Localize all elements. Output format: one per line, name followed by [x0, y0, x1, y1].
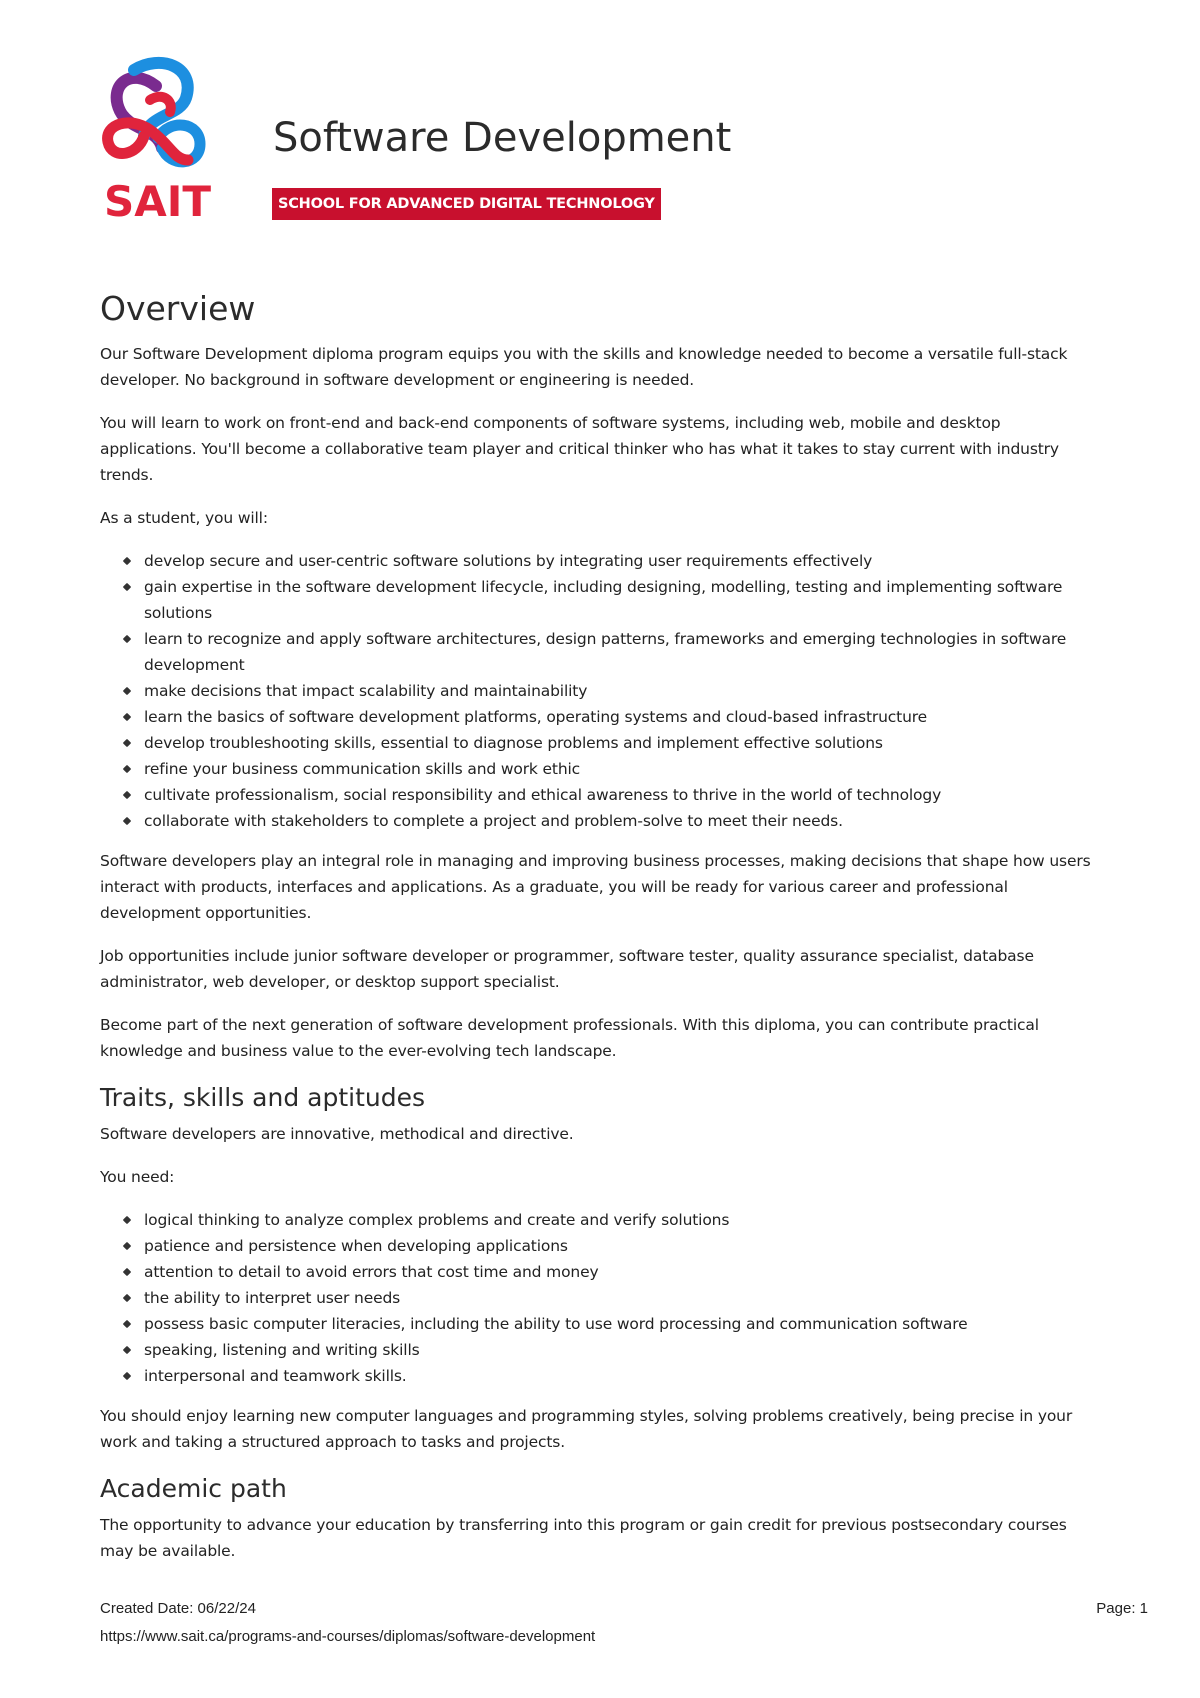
sait-logo [100, 56, 212, 220]
traits-intro: Software developers are innovative, methodical and directive. [100, 1125, 574, 1143]
academic-path-text: The opportunity to advance your education by transferring into this program or gain credit for previous postsecondary courses may be available. [100, 1516, 1067, 1560]
school-badge: SCHOOL FOR ADVANCED DIGITAL TECHNOLOGY [272, 188, 661, 220]
logo-wordmark: SAIT [104, 177, 212, 220]
academic-path-heading: Academic path [100, 1474, 287, 1503]
traits-heading: Traits, skills and aptitudes [100, 1083, 426, 1112]
overview-paragraph: Job opportunities include junior software developer or programmer, software tester, quality assurance specialist, database administrator, web developer, or desktop support specialist. [100, 947, 1034, 991]
traits-need: You need: [100, 1168, 175, 1186]
page-url: https://www.sait.ca/programs-and-courses/diplomas/software-development [100, 1628, 596, 1645]
list-item: develop secure and user-centric software solutions by integrating user requirements effectively [144, 548, 1100, 574]
overview-heading: Overview [100, 289, 256, 328]
list-item: possess basic computer literacies, including the ability to use word processing and communication software [144, 1311, 1100, 1337]
traits-closing: You should enjoy learning new computer languages and programming styles, solving problems creatively, being precise in your work and taking a structured approach to tasks and projects. [100, 1407, 1073, 1451]
overview-paragraph: Become part of the next generation of software development professionals. With this diploma, you can contribute practical knowledge and business value to the ever-evolving tech landscape. [100, 1016, 1039, 1060]
list-item: gain expertise in the software development lifecycle, including designing, modelling, testing and implementing software solutions [144, 574, 1100, 626]
main-content [100, 283, 1100, 1581]
created-date: Created Date: 06/22/24 [100, 1600, 256, 1617]
overview-paragraph: As a student, you will: [100, 509, 268, 527]
list-item: cultivate professionalism, social responsibility and ethical awareness to thrive in the world of technology [144, 782, 1100, 808]
list-item: collaborate with stakeholders to complete a project and problem-solve to meet their needs. [144, 808, 1100, 834]
overview-paragraph: Software developers play an integral role in managing and improving business processes, making decisions that shape how users interact with products, interfaces and applications. As a graduate, you will be ready for various career and professional development opportunities. [100, 852, 1091, 922]
list-item: refine your business communication skills and work ethic [144, 756, 1100, 782]
list-item: learn the basics of software development platforms, operating systems and cloud-based infrastructure [144, 704, 1100, 730]
list-item: make decisions that impact scalability and maintainability [144, 678, 1100, 704]
list-item: patience and persistence when developing applications [144, 1233, 1100, 1259]
list-item: speaking, listening and writing skills [144, 1337, 1100, 1363]
list-item: logical thinking to analyze complex problems and create and verify solutions [144, 1207, 1100, 1233]
overview-paragraph: Our Software Development diploma program equips you with the skills and knowledge needed to become a versatile full-stack developer. No background in software development or engineering is needed. [100, 345, 1068, 389]
page-number: Page: 1 [1096, 1600, 1148, 1617]
list-item: interpersonal and teamwork skills. [144, 1363, 1100, 1389]
student-outcomes-list [100, 548, 1100, 834]
list-item: develop troubleshooting skills, essential to diagnose problems and implement effective solutions [144, 730, 1100, 756]
list-item: attention to detail to avoid errors that cost time and money [144, 1259, 1100, 1285]
list-item: the ability to interpret user needs [144, 1285, 1100, 1311]
page-title: Software Development [273, 115, 732, 161]
overview-paragraph: You will learn to work on front-end and back-end components of software systems, including web, mobile and desktop applications. You'll become a collaborative team player and critical thinker who has what it takes to stay current with industry trends. [100, 414, 1059, 484]
sait-knot-icon [100, 56, 212, 220]
traits-list [100, 1207, 1100, 1389]
list-item: learn to recognize and apply software architectures, design patterns, frameworks and emerging technologies in software development [144, 626, 1100, 678]
